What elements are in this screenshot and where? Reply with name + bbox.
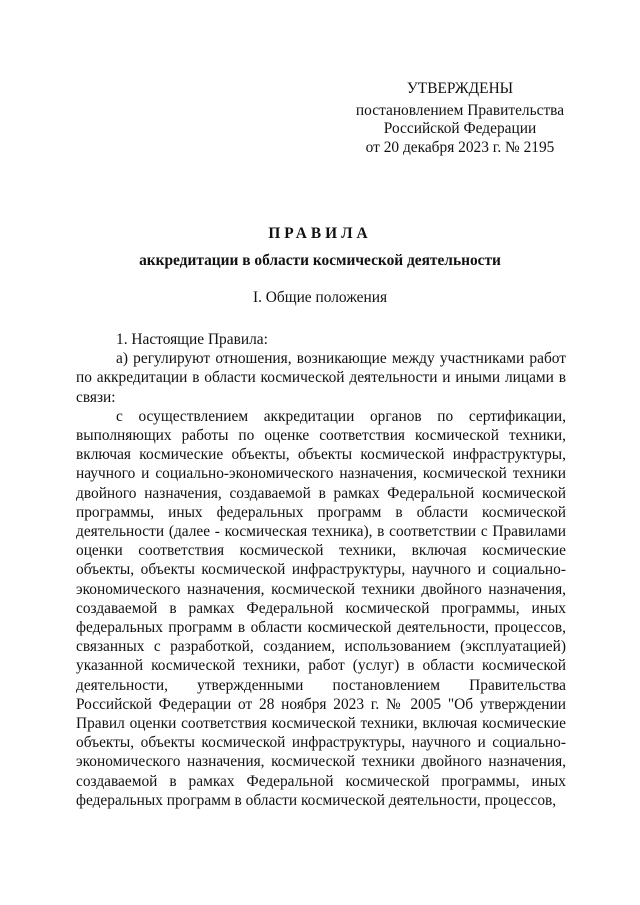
document-body <box>76 330 566 810</box>
document-subtitle: аккредитации в области космической деятельности <box>139 252 501 269</box>
approval-block <box>330 80 590 157</box>
section-heading: I. Общие положения <box>252 289 388 306</box>
document-title: ПРАВИЛА <box>268 225 372 242</box>
approval-heading: УТВЕРЖДЕНЫ <box>406 80 514 97</box>
paragraph-1a-text: с осуществлением аккредитации органов по сертификации, выполняющих работы по оценке соответствия космической техники, включая космические объекты, объекты космической инфраструктуры, научного и социально-экономического назначения, космической техники двойного назначения, создаваемой в рамках Федеральной космической программы, иных федеральных программ в области космической деятельности (далее - космическая техника), в соответствии с Правилами оценки соответствия космической техники, включая космические объекты, объекты космической инфраструктуры, научного и социально-экономического назначения, космической техники двойного назначения, создаваемой в рамках Федеральной космической программы, иных федеральных программ в области космической деятельности, процессов, связанных с разработкой, созданием, использованием (эксплуатацией) указанной космической техники, работ (услуг) в области космической деятельности, утвержденными постановлением Правительства Российской Федерации от 28 ноября 2023 г. № 2005 "Об утверждении Правил оценки соответствия космической техники, включая космические объекты, объекты космической инфраструктуры, научного и социально-экономического назначения, космической техники двойного назначения, создаваемой в рамках Федеральной космической программы, иных федеральных программ в области космической деятельности, процессов, <box>76 407 566 809</box>
approval-line-date: от 20 декабря 2023 г. № 2195 <box>365 138 555 156</box>
approval-line-resolution: постановлением Правительства <box>355 101 565 119</box>
paragraph-1: 1. Настоящие Правила: <box>116 331 268 348</box>
approval-line-country: Российской Федерации <box>383 120 537 137</box>
paragraph-1a: а) регулируют отношения, возникающие между участниками работ по аккредитации в области космической деятельности и иными лицами в связи: <box>76 350 566 406</box>
